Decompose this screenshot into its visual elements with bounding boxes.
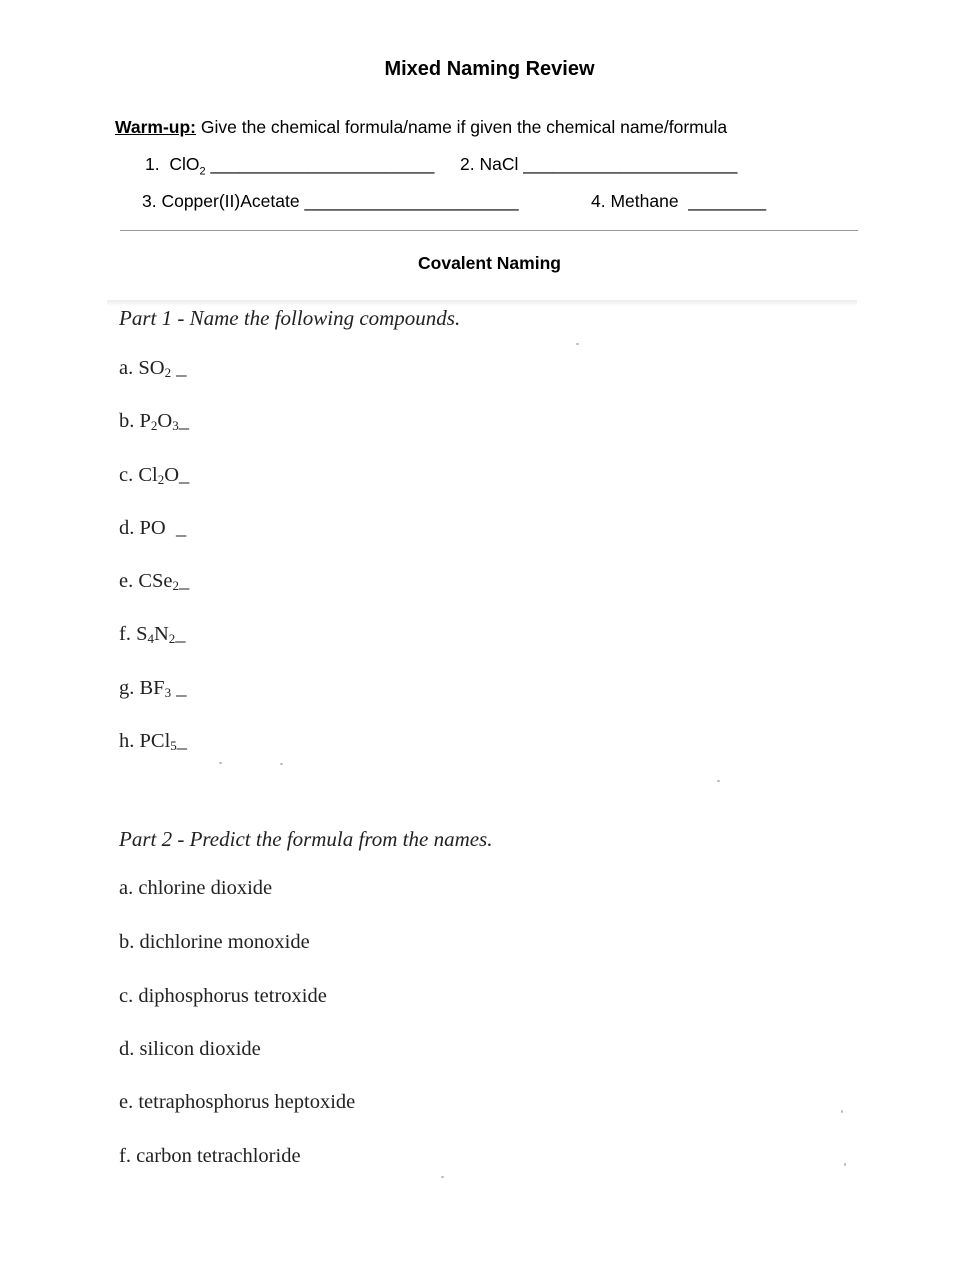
part1-item-b: b. $P_2O_3\_$ xyxy=(119,410,189,433)
scan-speck xyxy=(844,1163,846,1166)
part1-item-f: f. $S_4N_2\_$ xyxy=(119,623,186,646)
scan-speck xyxy=(219,762,222,764)
q3-text: 3. Copper(II)Acetate xyxy=(142,191,300,211)
q2-blank[interactable]: ______________________ xyxy=(523,154,738,174)
part2-heading: Part 2 - Predict the formula from the names. xyxy=(119,827,493,851)
part2-item-f: f. carbon tetrachloride xyxy=(119,1145,301,1167)
scan-speck xyxy=(717,780,720,782)
part1-item-d: d. PO _ xyxy=(119,517,187,539)
q4-text: 4. Methane xyxy=(591,191,679,211)
q1-subscript: 2 xyxy=(199,165,206,178)
q1-formula: ClO xyxy=(169,154,200,174)
part2-item-d: d. silicon dioxide xyxy=(119,1038,261,1060)
part1-item-a: a. $SO_2$ _ xyxy=(119,357,187,380)
part1-item-g: g. $BF_3$ _ xyxy=(119,677,187,700)
scan-speck xyxy=(280,763,283,765)
q4-blank[interactable]: ________ xyxy=(688,191,767,211)
scanned-worksheet xyxy=(107,300,857,1190)
part1-heading: Part 1 - Name the following compounds. xyxy=(119,306,461,330)
part2-item-b: b. dichlorine monoxide xyxy=(119,931,310,953)
q2-text: 2. NaCl xyxy=(460,154,519,174)
q3-blank[interactable]: ______________________ xyxy=(304,191,519,211)
section-title: Covalent Naming xyxy=(418,253,561,273)
q1-blank[interactable]: _______________________ xyxy=(210,154,435,174)
warmup-text: Give the chemical formula/name if given the chemical name/formula xyxy=(196,117,728,137)
scan-speck xyxy=(576,343,579,345)
section-divider xyxy=(120,230,858,231)
warmup-question-1 xyxy=(145,154,434,178)
scan-speck xyxy=(841,1110,843,1113)
part2-item-a: a. chlorine dioxide xyxy=(119,877,273,899)
scan-speck xyxy=(441,1176,444,1178)
q1-number: 1. xyxy=(145,154,160,174)
warmup-label: Warm-up: xyxy=(115,117,197,137)
part1-item-c: c. $Cl_2O\_$ xyxy=(119,464,190,487)
page-title: Mixed Naming Review xyxy=(384,58,595,80)
warmup-question-3 xyxy=(142,191,519,212)
warmup-instruction xyxy=(115,117,727,138)
part2-item-c: c. diphosphorus tetroxide xyxy=(119,985,327,1007)
warmup-question-2 xyxy=(460,154,737,175)
part1-item-h: h. PCl$_5$_ xyxy=(119,730,188,753)
part2-item-e: e. tetraphosphorus heptoxide xyxy=(119,1091,356,1113)
part1-item-e: e. CSe$_2$_ xyxy=(119,570,190,593)
warmup-question-4 xyxy=(591,191,766,212)
